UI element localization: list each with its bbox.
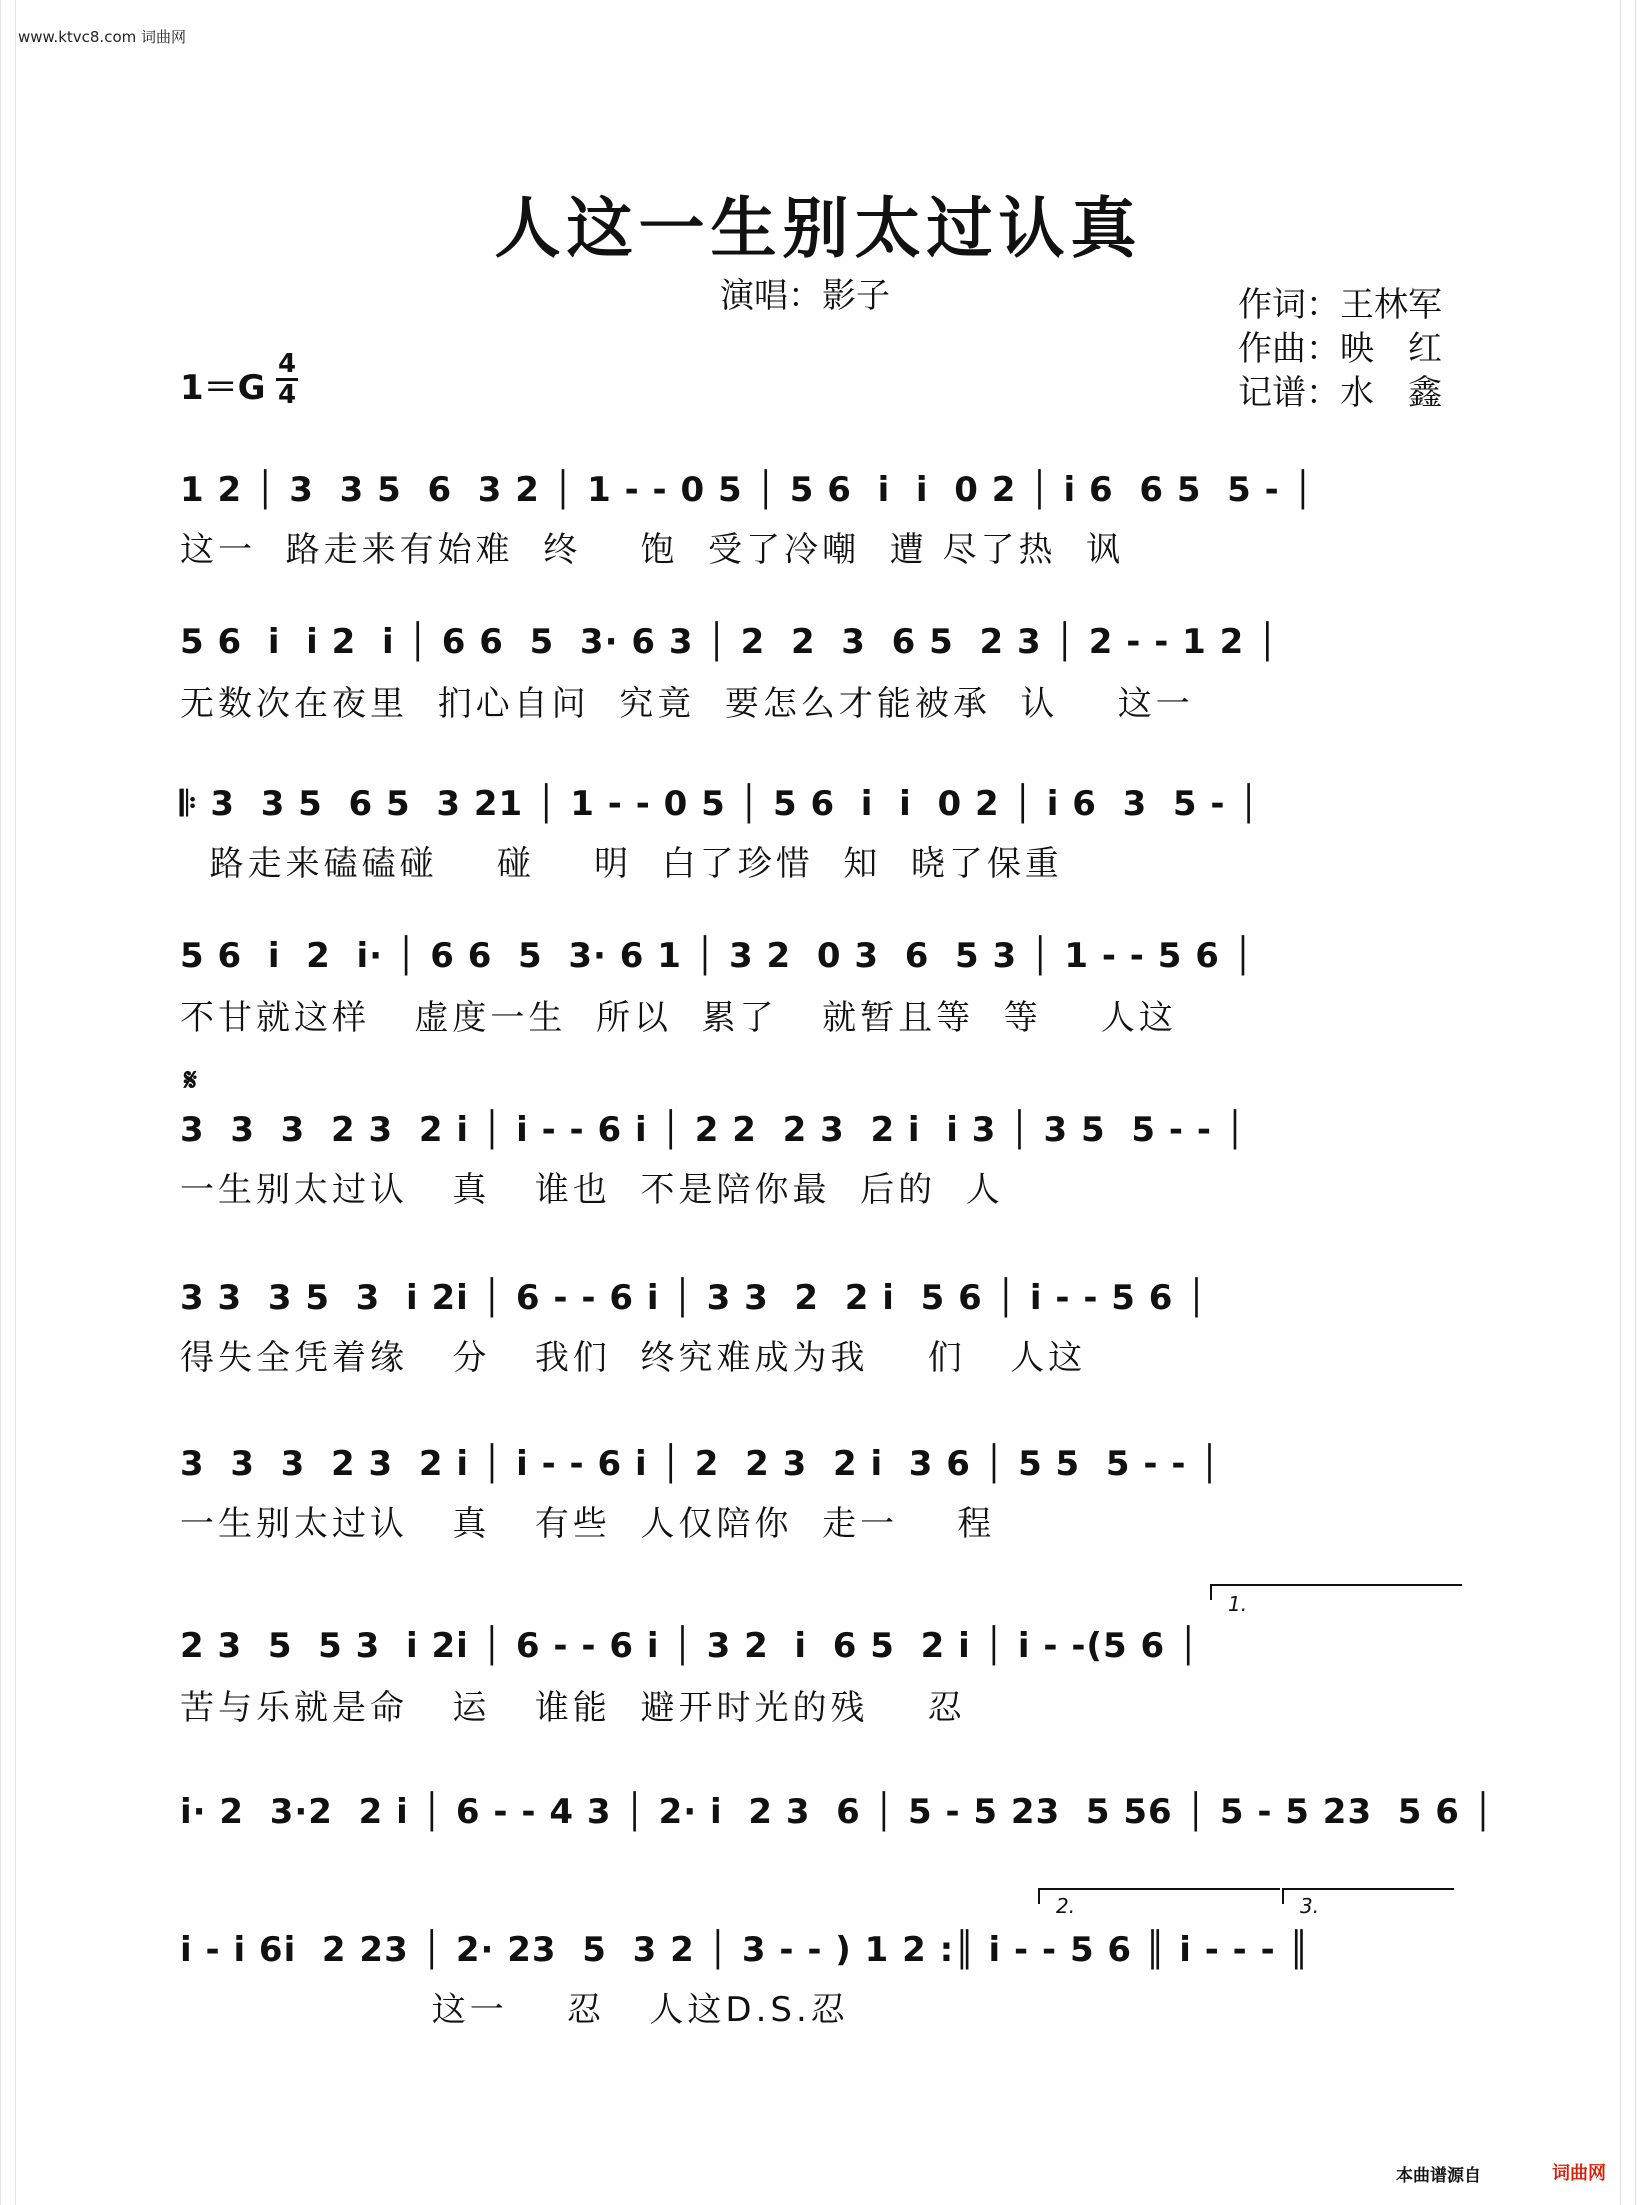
watermark-url: www.ktvc8.com 词曲网 — [18, 28, 187, 46]
system-5-lyrics: 一生别太过认 真 谁也 不是陪你最 后的 人 — [180, 1170, 1004, 1210]
volta-label-1: 1. — [1228, 1592, 1248, 1616]
system-3-notes: 𝄆 3 3 5 6 5 3 21 │ 1 - - 0 5 │ 5 6 i i 0 2 │ i 6 3 5 - │ — [180, 784, 1260, 824]
transcriber-credit: 记谱：水 鑫 — [1238, 373, 1442, 413]
footer-source-text: 本曲谱源自 — [1396, 2166, 1481, 2186]
left-watermark-strip — [0, 0, 16, 2205]
volta-label-2: 2. — [1056, 1894, 1076, 1918]
system-6-lyrics: 得失全凭着缘 分 我们 终究难成为我 们 人这 — [180, 1338, 1087, 1378]
composer-credit: 作曲：映 红 — [1238, 329, 1442, 369]
system-2-notes: 5 6 i i 2 i │ 6 6 5 3· 6 3 │ 2 2 3 6 5 2 3 │ 2 - - 1 2 │ — [180, 622, 1279, 662]
system-2-lyrics: 无数次在夜里 扪心自问 究竟 要怎么才能被承 认 这一 — [180, 684, 1194, 724]
page-title: 人这一生别太过认真 — [494, 189, 1143, 267]
volta-label-3: 3. — [1300, 1894, 1320, 1918]
system-4-lyrics: 不甘就这样 虚度一生 所以 累了 就暂且等 等 人这 — [180, 998, 1177, 1038]
credits-block — [1238, 283, 1442, 415]
system-10-notes: i - i 6i 2 23 │ 2· 23 5 3 2 │ 3 - - ) 1 2 :║ i - - 5 6 ║ i - - - ║ — [180, 1930, 1311, 1970]
system-4-notes: 5 6 i 2 i· │ 6 6 5 3· 6 1 │ 3 2 0 3 6 5 3 │ 1 - - 5 6 │ — [180, 936, 1255, 976]
system-6-notes: 3 3 3 5 3 i 2i │ 6 - - 6 i │ 3 3 2 2 i 5 6 │ i - - 5 6 │ — [180, 1278, 1208, 1318]
system-7-lyrics: 一生别太过认 真 有些 人仅陪你 走一 程 — [180, 1504, 996, 1544]
system-9-notes: i· 2 3·2 2 i │ 6 - - 4 3 │ 2· i 2 3 6 │ 5 - 5 23 5 56 │ 5 - 5 23 5 6 │ — [180, 1792, 1495, 1832]
system-10-lyrics: 这一 忍 人这D.S.忍 — [180, 1990, 849, 2030]
volta-bracket-1 — [1210, 1584, 1462, 1600]
time-signature-top: 4 — [277, 349, 297, 379]
system-1-lyrics: 这一 路走来有始难 终 饱 受了冷嘲 遭 尽了热 讽 — [180, 530, 1125, 570]
footer-logo: 词曲网 — [1552, 2163, 1606, 2184]
right-watermark-strip — [1620, 0, 1636, 2205]
key-signature: 1＝G — [180, 368, 266, 408]
system-8-notes: 2 3 5 5 3 i 2i │ 6 - - 6 i │ 3 2 i 6 5 2 i │ i - -(5 6 │ — [180, 1626, 1200, 1666]
time-signature-bottom: 4 — [277, 380, 297, 410]
time-signature — [276, 349, 298, 410]
system-5-notes: 3 3 3 2 3 2 i │ i - - 6 i │ 2 2 2 3 2 i i 3 │ 3 5 5 - - │ — [180, 1110, 1247, 1150]
segno-sign: 𝄋 — [184, 1063, 197, 1098]
singer-credit: 演唱：影子 — [720, 276, 890, 316]
system-3-lyrics: 路走来磕磕碰 碰 明 白了珍惜 知 晓了保重 — [180, 844, 1063, 884]
lyricist-credit: 作词：王林军 — [1238, 285, 1442, 325]
system-8-lyrics: 苦与乐就是命 运 谁能 避开时光的残 忍 — [180, 1688, 966, 1728]
system-1-notes: 1 2 │ 3 3 5 6 3 2 │ 1 - - 0 5 │ 5 6 i i 0 2 │ i 6 6 5 5 - │ — [180, 470, 1315, 510]
system-7-notes: 3 3 3 2 3 2 i │ i - - 6 i │ 2 2 3 2 i 3 6 │ 5 5 5 - - │ — [180, 1444, 1221, 1484]
